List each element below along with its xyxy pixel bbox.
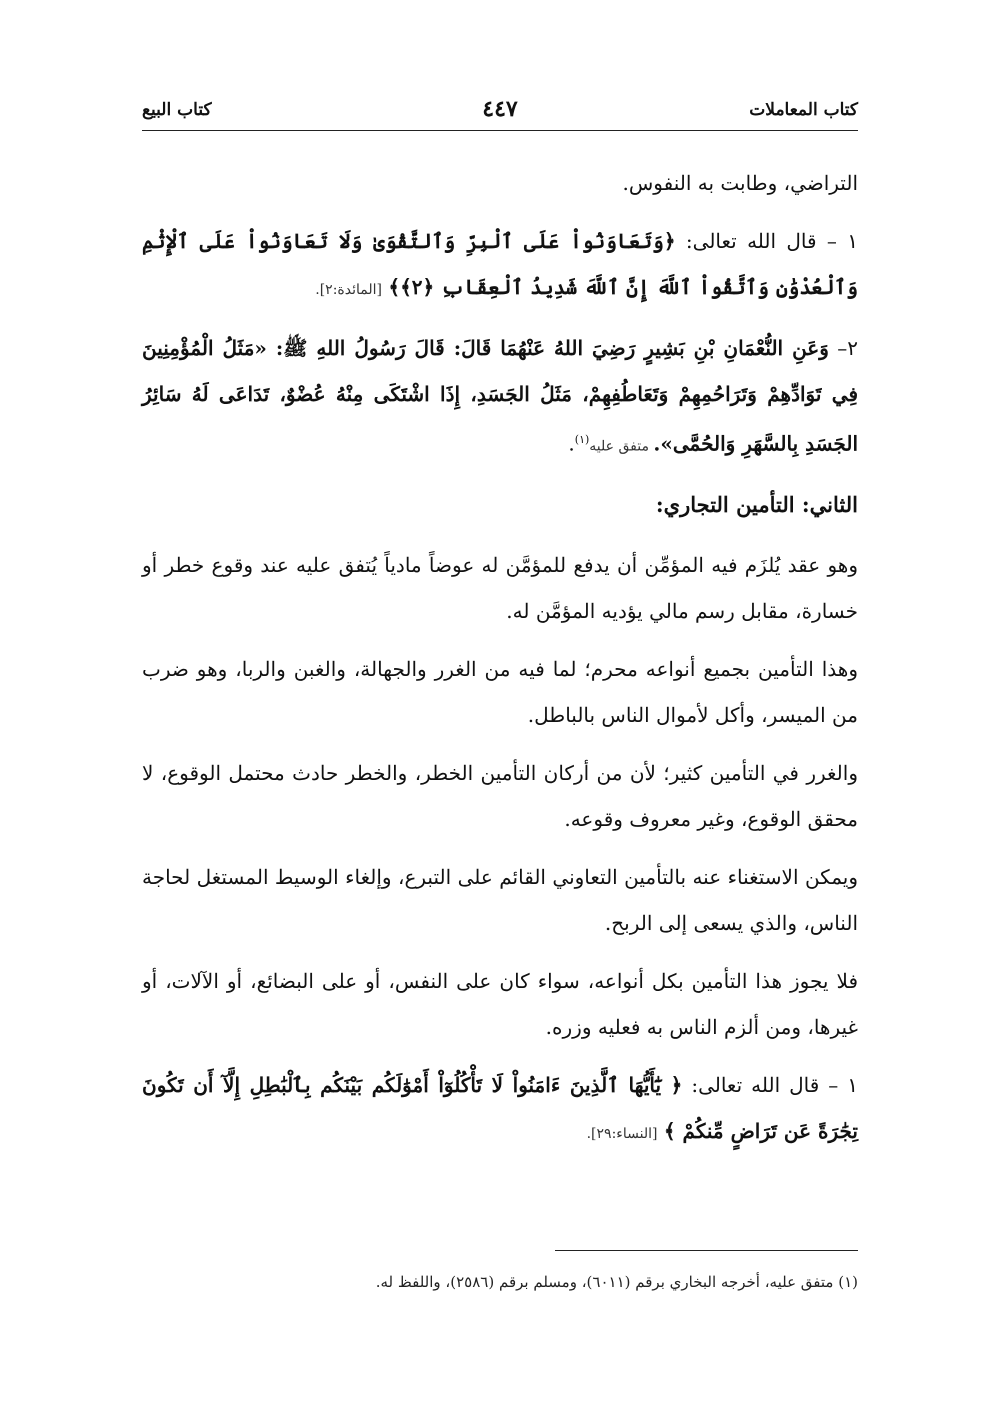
paragraph: والغرر في التأمين كثير؛ لأن من أركان التأمين الخطر، والخطر حادث محتمل الوقوع، لا محقق الوقوع، وغير معروف وقوعه.	[142, 760, 858, 831]
hadith-text: وَعَنِ النُّعْمَانِ بْنِ بَشِيرٍ رَضِيَ اللهُ عَنْهُمَا قَالَ: قَالَ رَسُولُ اللهِ ﷺ: «مَثَلُ الْمُؤْمِنِينَ فِي تَوَادِّهِمْ وَتَرَاحُمِهِمْ وَتَعَاطُفِهِمْ، مَثَلُ الجَسَدِ، إِذَا اشْتَكَى مِنْهُ عُضْوٌ، تَدَاعَى لَهُ سَائِرُ الجَسَدِ بِالسَّهَرِ وَالحُمَّى».	[142, 336, 858, 456]
hadith-item-2	[142, 325, 858, 470]
paragraph: وهذا التأمين بجميع أنواعه محرم؛ لما فيه من الغرر والجهالة، والغبن والربا، وهو ضرب من الميسر، وأكل لأموال الناس بالباطل.	[142, 656, 858, 727]
quran-item-3	[142, 1062, 858, 1157]
quran-item-1	[142, 218, 858, 313]
quran-verse: ﴿ يَٰٓأَيُّهَا ٱلَّذِينَ ءَامَنُواْ لَا تَأْكُلُوٓاْ أَمْوَٰلَكُم بَيْنَكُم بِٱلْبَٰطِلِ إِلَّآ أَن تَكُونَ تِجَٰرَةً عَن تَرَاضٍ مِّنكُمْ ﴾	[142, 1072, 858, 1143]
footnote-divider	[555, 1250, 858, 1251]
verse-reference: [النساء:٢٩].	[586, 1125, 658, 1142]
footnote-marker[interactable]: (١)	[574, 433, 590, 446]
item-prefix: ١ – قال الله تعالى:	[675, 229, 858, 253]
paragraph: وهو عقد يُلزَم فيه المؤمِّن أن يدفع للمؤمَّن له عوضاً مادياً يُتفق عليه عند وقوع خطر أو خسارة، مقابل رسم مالي يؤديه المؤمَّن له.	[142, 552, 858, 623]
verse-reference: [المائدة:٢].	[315, 282, 382, 298]
item-prefix: ٢–	[828, 336, 858, 360]
intro-line: التراضي، وطابت به النفوس.	[622, 171, 858, 195]
quran-verse: ﴿وَتَعَاوَنُواْ عَلَى ٱلْبِرِّ وَٱلتَّقْوَىٰ وَلَا تَعَاوَنُواْ عَلَى ٱلْإِثْمِ وَٱلْعُدْوَٰنِ وَٱتَّقُواْ ٱللَّهَ إِنَّ ٱللَّهَ شَدِيدُ ٱلْعِقَابِ ﴿٢﴾﴾	[142, 229, 858, 299]
hadith-reference: متفق عليه	[589, 438, 654, 455]
header-chapter-title: كتاب البيع	[142, 100, 212, 120]
footnote: (١) متفق عليه، أخرجه البخاري برقم (٦٠١١)، ومسلم برقم (٢٥٨٦)، واللفظ له.	[375, 1273, 858, 1291]
section-title: الثاني: التأمين التجاري:	[655, 491, 858, 517]
end-mark: .	[568, 431, 575, 456]
page-number: ٤٤٧	[482, 96, 518, 122]
paragraph: فلا يجوز هذا التأمين بكل أنواعه، سواء كان على النفس، أو على البضائع، أو الآلات، أو غيرها، ومن ألزم الناس به فعليه وزره.	[142, 968, 858, 1039]
page-body	[142, 160, 858, 1169]
paragraph: ويمكن الاستغناء عنه بالتأمين التعاوني القائم على التبرع، وإلغاء الوسيط المستغل لحاجة الناس، والذي يسعى إلى الربح.	[142, 864, 858, 935]
page-header	[142, 96, 858, 131]
header-book-title: كتاب المعاملات	[749, 100, 858, 120]
item-prefix: ١ – قال الله تعالى:	[682, 1072, 859, 1097]
